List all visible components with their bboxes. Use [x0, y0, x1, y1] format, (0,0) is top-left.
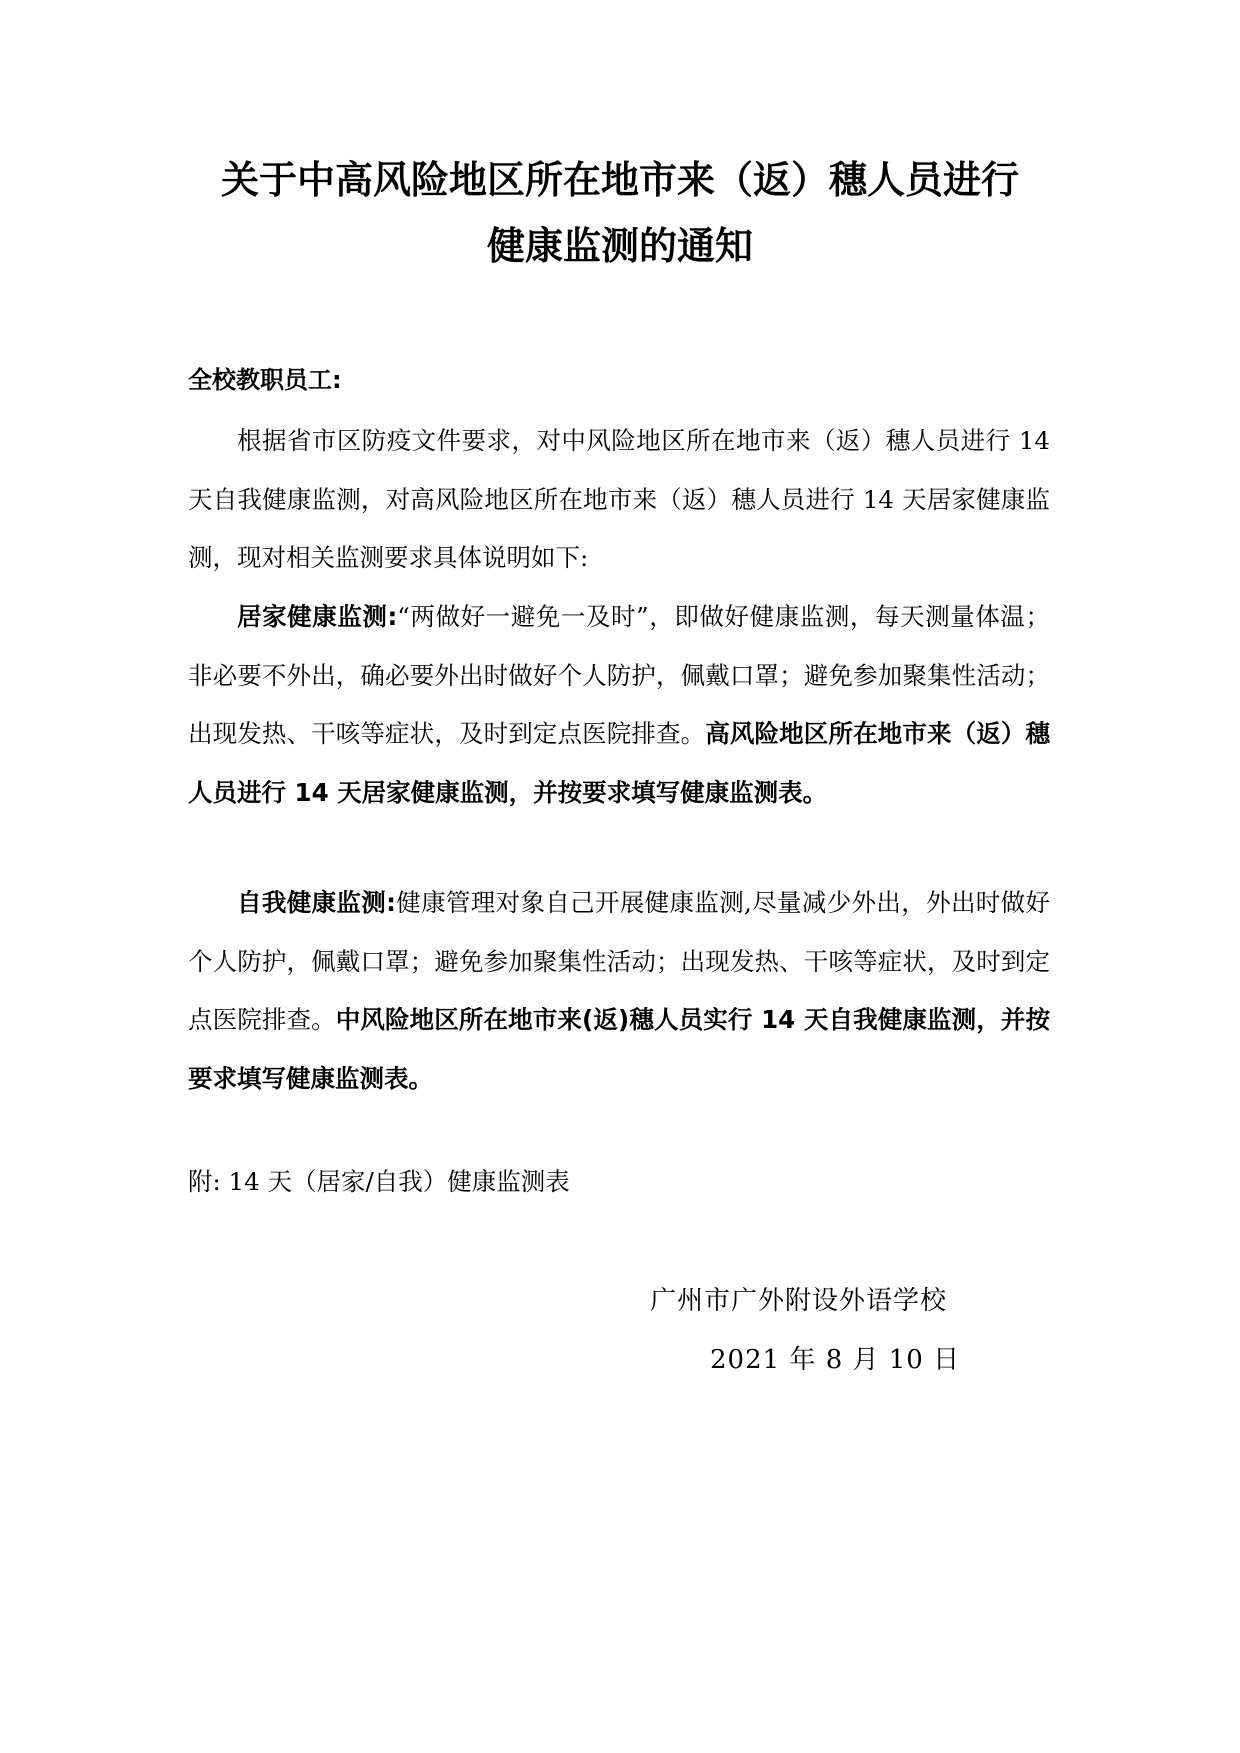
- home-monitoring-heading: 居家健康监测:: [237, 602, 398, 631]
- home-monitoring-paragraph: [188, 588, 1050, 822]
- signer-school-name: 广州市广外附设外语学校: [650, 1286, 948, 1316]
- self-monitoring-body: 健康管理对象自己开展健康监测,尽量减少外出，外出时做好个人防护，佩戴口罩；避免参加聚集性活动；出现发热、干咳等症状，及时到定点医院排查。: [188, 888, 1050, 1034]
- home-monitoring-body: “两做好一避免一及时”，即做好健康监测，每天测量体温；非必要不外出，确必要外出时做好个人防护，佩戴口罩；避免参加聚集性活动；出现发热、干咳等症状，及时到定点医院排查。: [188, 602, 1050, 748]
- self-monitoring-emphasis: 中风险地区所在地市来(返)穗人员实行 14 天自我健康监测，并按要求填写健康监测表。: [188, 1005, 1051, 1093]
- self-monitoring-paragraph: [188, 874, 1050, 1108]
- attachment-note: 附: 14 天（居家/自我）健康监测表: [188, 1167, 570, 1196]
- issue-date: 2021 年 8 月 10 日: [710, 1345, 961, 1375]
- home-monitoring-emphasis: 高风险地区所在地市来（返）穗人员进行 14 天居家健康监测，并按要求填写健康监测表。: [188, 719, 1051, 807]
- self-monitoring-heading: 自我健康监测:: [237, 888, 396, 917]
- salutation: 全校教职员工:: [188, 366, 342, 394]
- intro-paragraph: 根据省市区防疫文件要求，对中风险地区所在地市来（返）穗人员进行 14 天自我健康监测，对高风险地区所在地市来（返）穗人员进行 14 天居家健康监测，现对相关监测要求具体说明如下:: [188, 426, 1050, 572]
- document-title-line-1: 关于中高风险地区所在地市来（返）穗人员进行: [220, 158, 1019, 202]
- document-title-line-2: 健康监测的通知: [486, 224, 753, 268]
